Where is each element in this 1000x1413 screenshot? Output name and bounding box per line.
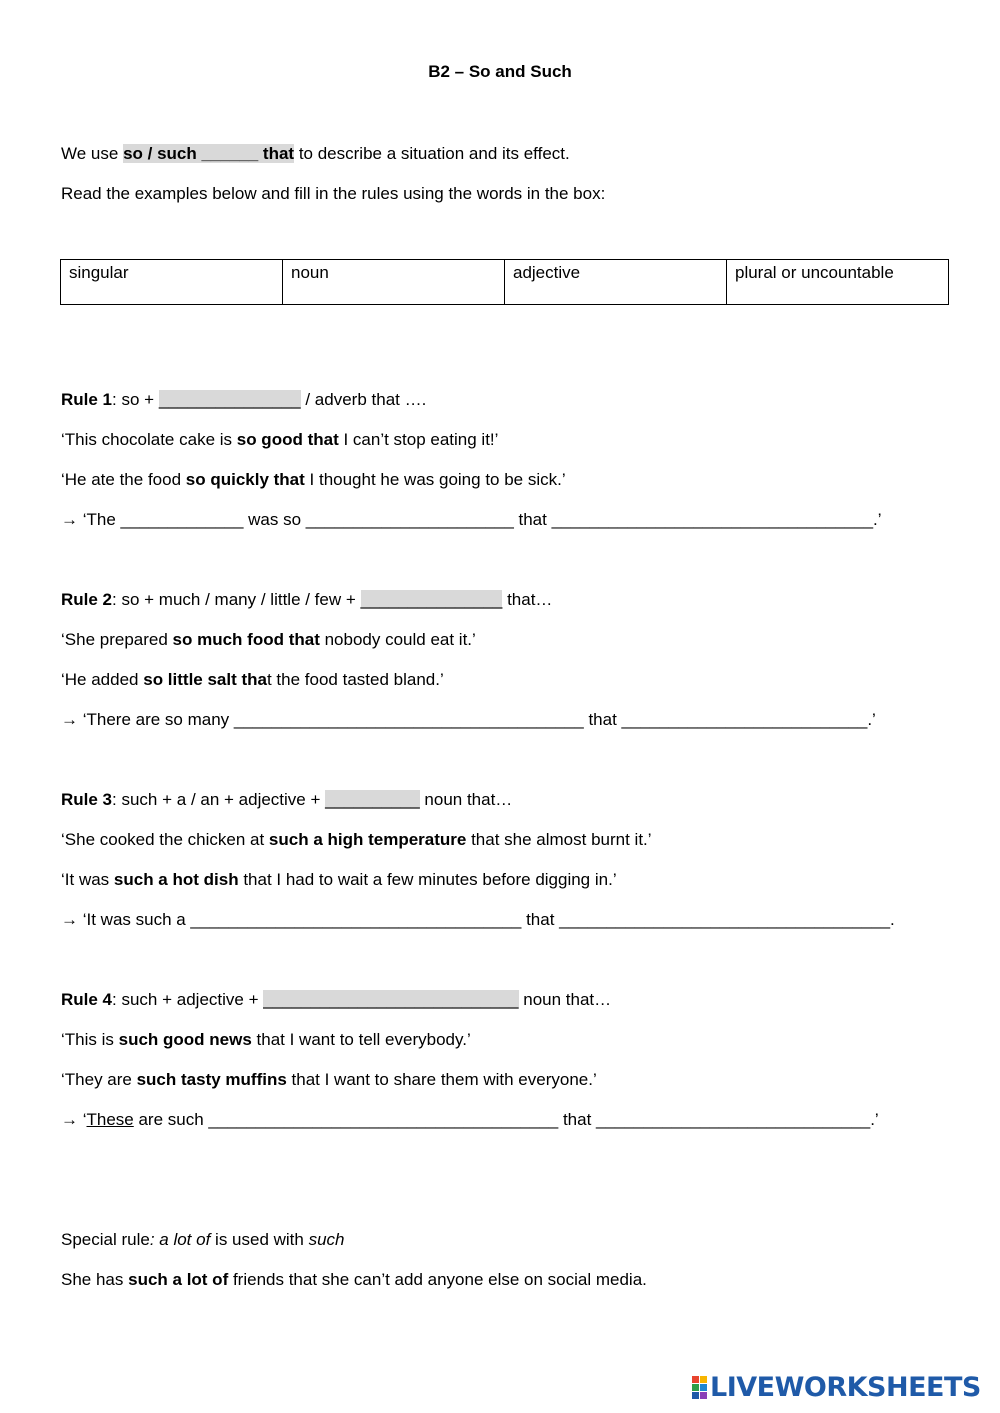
rule-4-example-1 bbox=[61, 1028, 471, 1052]
rule-2-example-1 bbox=[61, 628, 476, 652]
example-bold: such a lot of bbox=[128, 1270, 229, 1289]
example-text: ‘She cooked the chicken at bbox=[61, 830, 269, 849]
rule-label: Rule 4 bbox=[61, 990, 113, 1009]
rule-1 bbox=[61, 388, 426, 412]
rule-text: : such + a / an + adjective + bbox=[112, 790, 326, 809]
example-text: ‘She prepared bbox=[61, 630, 173, 649]
logo-mark-square bbox=[692, 1384, 699, 1391]
logo-text: LIVEWORKSHEETS bbox=[710, 1372, 981, 1403]
instructions: Read the examples below and fill in the rules using the words in the box: bbox=[61, 184, 606, 203]
task-underlined: These bbox=[86, 1110, 134, 1129]
special-italic: : a lot of bbox=[149, 1230, 211, 1249]
example-text: I can’t stop eating it!’ bbox=[338, 430, 499, 449]
rule-text: that… bbox=[502, 590, 553, 609]
intro-paragraph bbox=[61, 142, 570, 166]
example-text: that she almost burnt it.’ bbox=[466, 830, 652, 849]
word-box-cell: plural or uncountable bbox=[735, 263, 894, 282]
rule-text: / adverb that …. bbox=[300, 390, 427, 409]
intro-highlight: so / such ______ that bbox=[123, 144, 295, 163]
example-text: that I had to wait a few minutes before digging in.’ bbox=[238, 870, 617, 889]
rule-1-example-1 bbox=[61, 428, 498, 452]
example-bold: so much food that bbox=[172, 630, 320, 649]
rule-3-task[interactable]: → ‘It was such a ___________________________________ that ___________________________________. bbox=[61, 910, 895, 929]
logo-mark-square bbox=[700, 1384, 707, 1391]
logo-mark-square bbox=[700, 1392, 707, 1399]
rule-2-example-2 bbox=[61, 668, 444, 692]
example-text: ‘He added bbox=[61, 670, 144, 689]
task-text: are such _____________________________________ that _____________________________.’ bbox=[133, 1110, 879, 1129]
rule-label: Rule 2 bbox=[61, 590, 113, 609]
example-text: ‘It was bbox=[61, 870, 114, 889]
example-bold: so little salt tha bbox=[143, 670, 267, 689]
task-text: → ‘ bbox=[61, 1110, 87, 1129]
example-text: ‘This is bbox=[61, 1030, 119, 1049]
rule-4-task[interactable] bbox=[61, 1108, 879, 1132]
example-bold: such good news bbox=[118, 1030, 252, 1049]
rule-1-example-2 bbox=[61, 468, 566, 492]
rule-2 bbox=[61, 588, 552, 612]
logo-mark-icon bbox=[692, 1376, 707, 1399]
rule-label: Rule 3 bbox=[61, 790, 113, 809]
rule-text: noun that… bbox=[518, 990, 612, 1009]
rule-1-blank-input[interactable]: _______________ bbox=[158, 390, 301, 409]
rule-3 bbox=[61, 788, 512, 812]
word-box-cell: adjective bbox=[505, 260, 727, 304]
rule-4 bbox=[61, 988, 611, 1012]
special-text: is used with bbox=[210, 1230, 309, 1249]
special-example bbox=[61, 1268, 647, 1292]
special-italic: such bbox=[308, 1230, 345, 1249]
example-text: ‘They are bbox=[61, 1070, 137, 1089]
word-box bbox=[60, 259, 949, 305]
rule-text: : so + much / many / little / few + bbox=[112, 590, 361, 609]
example-bold: such a high temperature bbox=[268, 830, 467, 849]
logo-mark-square bbox=[692, 1376, 699, 1383]
rule-2-blank-input[interactable]: _______________ bbox=[360, 590, 503, 609]
logo-mark-square bbox=[692, 1392, 699, 1399]
example-text: friends that she can’t add anyone else on social media. bbox=[228, 1270, 647, 1289]
example-bold: such tasty muffins bbox=[136, 1070, 287, 1089]
example-bold: such a hot dish bbox=[113, 870, 239, 889]
special-rule bbox=[61, 1228, 345, 1252]
example-bold: so good that bbox=[236, 430, 339, 449]
example-bold: so quickly that bbox=[185, 470, 305, 489]
rule-4-blank-input[interactable]: ___________________________ bbox=[263, 990, 519, 1009]
intro-text-end: to describe a situation and its effect. bbox=[294, 144, 570, 163]
example-text: nobody could eat it.’ bbox=[319, 630, 476, 649]
example-text: that I want to share them with everyone.’ bbox=[286, 1070, 597, 1089]
rule-text: : so + bbox=[112, 390, 159, 409]
word-box-cell: noun bbox=[283, 260, 505, 304]
liveworksheets-logo[interactable] bbox=[692, 1372, 981, 1403]
rule-4-example-2 bbox=[61, 1068, 597, 1092]
intro-text: We use bbox=[61, 144, 124, 163]
example-text: She has bbox=[61, 1270, 129, 1289]
example-text: ‘He ate the food bbox=[61, 470, 186, 489]
rule-text: : such + adjective + bbox=[112, 990, 264, 1009]
word-box-cell: singular bbox=[61, 260, 283, 304]
example-text: ‘This chocolate cake is bbox=[61, 430, 237, 449]
rule-3-example-1 bbox=[61, 828, 652, 852]
example-text: that I want to tell everybody.’ bbox=[251, 1030, 471, 1049]
special-text: Special rule bbox=[61, 1230, 150, 1249]
page-title: B2 – So and Such bbox=[428, 62, 572, 81]
rule-2-task[interactable]: → ‘There are so many _____________________________________ that __________________________.’ bbox=[61, 710, 876, 729]
example-text: I thought he was going to be sick.’ bbox=[304, 470, 566, 489]
rule-3-example-2 bbox=[61, 868, 617, 892]
rule-1-task[interactable]: → ‘The _____________ was so ______________________ that __________________________________.’ bbox=[61, 510, 882, 529]
rule-text: noun that… bbox=[419, 790, 513, 809]
rule-label: Rule 1 bbox=[61, 390, 113, 409]
rule-3-blank-input[interactable]: __________ bbox=[325, 790, 420, 809]
example-text: t the food tasted bland.’ bbox=[266, 670, 444, 689]
logo-mark-square bbox=[700, 1376, 707, 1383]
